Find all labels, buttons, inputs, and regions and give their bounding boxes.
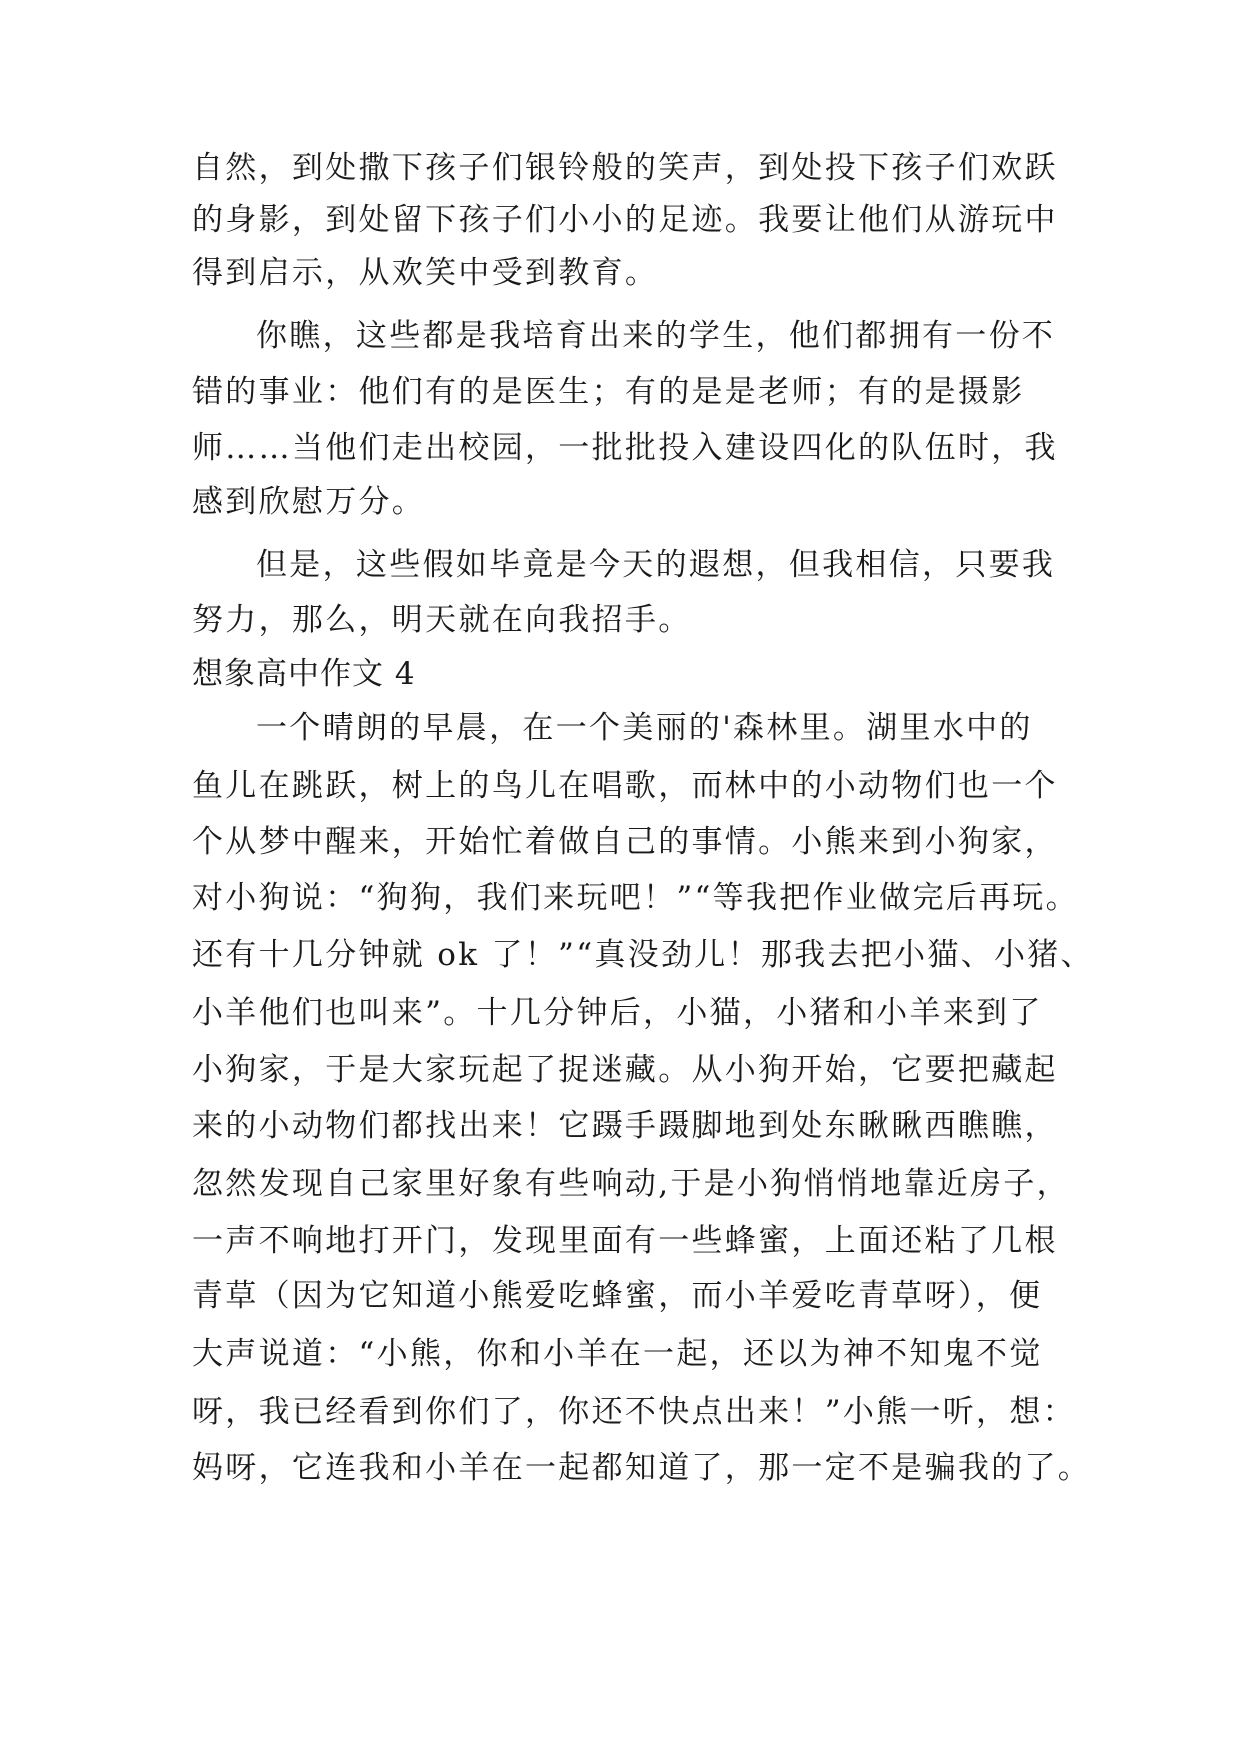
text-line: 对小狗说：“狗狗，我们来玩吧！”“等我把作业做完后再玩。 <box>192 880 1079 916</box>
text-line: 个从梦中醒来，开始忙着做自己的事情。小熊来到小狗家， <box>192 824 1058 860</box>
text-line: 小狗家，于是大家玩起了捉迷藏。从小狗开始，它要把藏起 <box>192 1052 1058 1088</box>
paragraph-first-line: 但是，这些假如毕竟是今天的遐想，但我相信，只要我 <box>256 547 1056 583</box>
text-line: 青草（因为它知道小熊爱吃蜂蜜，而小羊爱吃青草呀），便 <box>192 1278 1043 1314</box>
text-line: 大声说道：“小熊，你和小羊在一起，还以为神不知鬼不觉 <box>192 1336 1043 1372</box>
text-line: 的身影，到处留下孩子们小小的足迹。我要让他们从游玩中 <box>192 202 1058 238</box>
text-line: 师……当他们走出校园，一批批投入建设四化的队伍时，我 <box>192 430 1058 466</box>
text-line: 忽然发现自己家里好象有些响动,于是小狗悄悄地靠近房子， <box>192 1166 1070 1202</box>
text-line: 小羊他们也叫来”。十几分钟后，小猫，小猪和小羊来到了 <box>192 995 1043 1031</box>
text-line: 自然，到处撒下孩子们银铃般的笑声，到处投下孩子们欢跃 <box>192 150 1058 186</box>
text-line: 还有十几分钟就 ok 了！”“真没劲儿！那我去把小猫、小猪、 <box>192 937 1094 973</box>
paragraph-first-line: 你瞧，这些都是我培育出来的学生，他们都拥有一份不 <box>256 318 1056 354</box>
paragraph-first-line: 一个晴朗的早晨，在一个美丽的'森林里。湖里水中的 <box>256 710 1033 746</box>
text-line: 呀，我已经看到你们了，你还不快点出来！”小熊一听，想： <box>192 1394 1076 1430</box>
text-line: 来的小动物们都找出来！它蹑手蹑脚地到处东瞅瞅西瞧瞧， <box>192 1108 1058 1144</box>
text-line: 感到欣慰万分。 <box>192 484 426 520</box>
text-line: 一声不响地打开门，发现里面有一些蜂蜜，上面还粘了几根 <box>192 1223 1058 1259</box>
text-line: 努力，那么，明天就在向我招手。 <box>192 602 692 638</box>
text-line: 鱼儿在跳跃，树上的鸟儿在唱歌，而林中的小动物们也一个 <box>192 768 1058 804</box>
text-line: 妈呀，它连我和小羊在一起都知道了，那一定不是骗我的了。 <box>192 1450 1092 1486</box>
section-heading: 想象高中作文 4 <box>192 656 416 692</box>
text-line: 错的事业：他们有的是医生；有的是是老师；有的是摄影 <box>192 374 1025 410</box>
text-line: 得到启示，从欢笑中受到教育。 <box>192 255 659 291</box>
